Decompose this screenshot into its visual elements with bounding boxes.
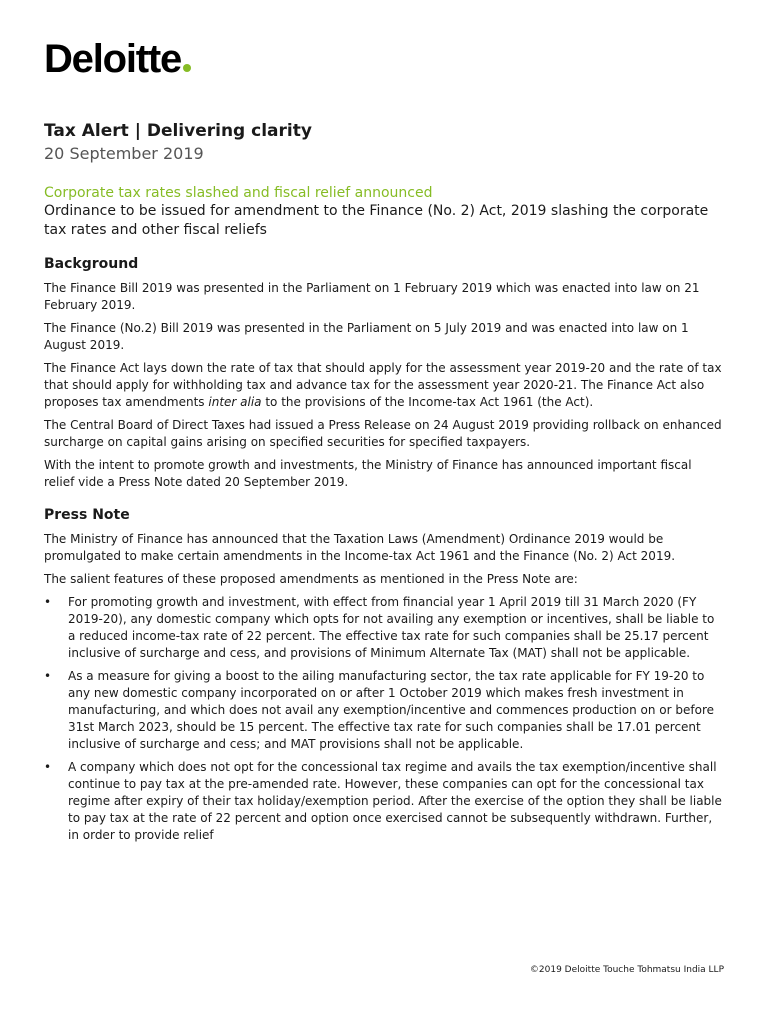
italic-term: inter alia (208, 395, 262, 409)
publish-date: 20 September 2019 (44, 144, 204, 163)
copyright-footer: ©2019 Deloitte Touche Tohmatsu India LLP (529, 965, 724, 975)
list-item (44, 594, 724, 662)
list-item (44, 759, 724, 844)
features-list (44, 594, 724, 844)
list-item (44, 668, 724, 753)
background-paragraph-3 (44, 360, 724, 411)
section-heading-background: Background (44, 256, 139, 272)
bullet-icon: • (44, 595, 52, 609)
text-run: to the provisions of the Income-tax Act 1961 (the Act). (261, 395, 594, 409)
page-title: Tax Alert | Delivering clarity (44, 121, 312, 141)
deloitte-logo (44, 36, 724, 82)
press-note-paragraph-2: The salient features of these proposed amendments as mentioned in the Press Note are: (44, 572, 578, 586)
background-paragraph-1: The Finance Bill 2019 was presented in the Parliament on 1 February 2019 which was enacted into law on 21 February 2019. (44, 281, 700, 312)
list-item-text: For promoting growth and investment, with effect from financial year 1 April 2019 till 31 March 2020 (FY 2019-20), any domestic company which opts for not availing any exemption or incentives, shall be liable to a reduced income-tax rate of 22 percent. The effective tax rate for such companies shall be 25.17 percent inclusive of surcharge and cess, and provisions of Minimum Alternate Tax (MAT) shall not be applicable. (68, 595, 715, 660)
headline: Corporate tax rates slashed and fiscal relief announced (44, 185, 433, 201)
list-item-text: A company which does not opt for the concessional tax regime and avails the tax exemption/incentive shall continue to pay tax at the pre-amended rate. However, these companies can opt for the concessional tax regime after expiry of their tax holiday/exemption period. After the exercise of the option they shall be liable to pay tax at the rate of 22 percent and option once exercised cannot be subsequently withdrawn. Further, in order to provide relief (68, 760, 722, 842)
section-heading-press-note: Press Note (44, 507, 130, 523)
list-item-text: As a measure for giving a boost to the ailing manufacturing sector, the tax rate applicable for FY 19-20 to any new domestic company incorporated on or after 1 October 2019 which makes fresh investment in manufacturing, and which does not avail any exemption/incentive and commences production on or before 31st March 2023, should be 15 percent. The effective tax rate for such companies shall be 17.01 percent inclusive of surcharge and cess; and MAT provisions shall not be applicable. (68, 669, 715, 751)
bullet-icon: • (44, 760, 52, 774)
logo-dot-icon (183, 64, 191, 72)
bullet-icon: • (44, 669, 52, 683)
background-paragraph-2: The Finance (No.2) Bill 2019 was presented in the Parliament on 5 July 2019 and was enacted into law on 1 August 2019. (44, 321, 689, 352)
press-note-paragraph-1: The Ministry of Finance has announced that the Taxation Laws (Amendment) Ordinance 2019 would be promulgated to make certain amendments in the Income-tax Act 1961 and the Finance (No. 2) Act 2019. (44, 532, 676, 563)
text-run: The Finance Act lays down the rate of tax that should apply for the assessment year 2019-20 and the rate of tax that should apply for withholding tax and advance tax for the assessment year 2020-21. The Finance Act also proposes tax amendments (44, 361, 722, 409)
background-paragraph-5: With the intent to promote growth and investments, the Ministry of Finance has announced important fiscal relief vide a Press Note dated 20 September 2019. (44, 458, 692, 489)
document-page (44, 36, 724, 850)
logo-text: Deloitte (44, 37, 182, 81)
background-paragraph-4: The Central Board of Direct Taxes had issued a Press Release on 24 August 2019 providing rollback on enhanced surcharge on capital gains arising on specified securities for specified taxpayers. (44, 418, 722, 449)
lead-text: Ordinance to be issued for amendment to the Finance (No. 2) Act, 2019 slashing the corporate tax rates and other fiscal reliefs (44, 203, 709, 238)
